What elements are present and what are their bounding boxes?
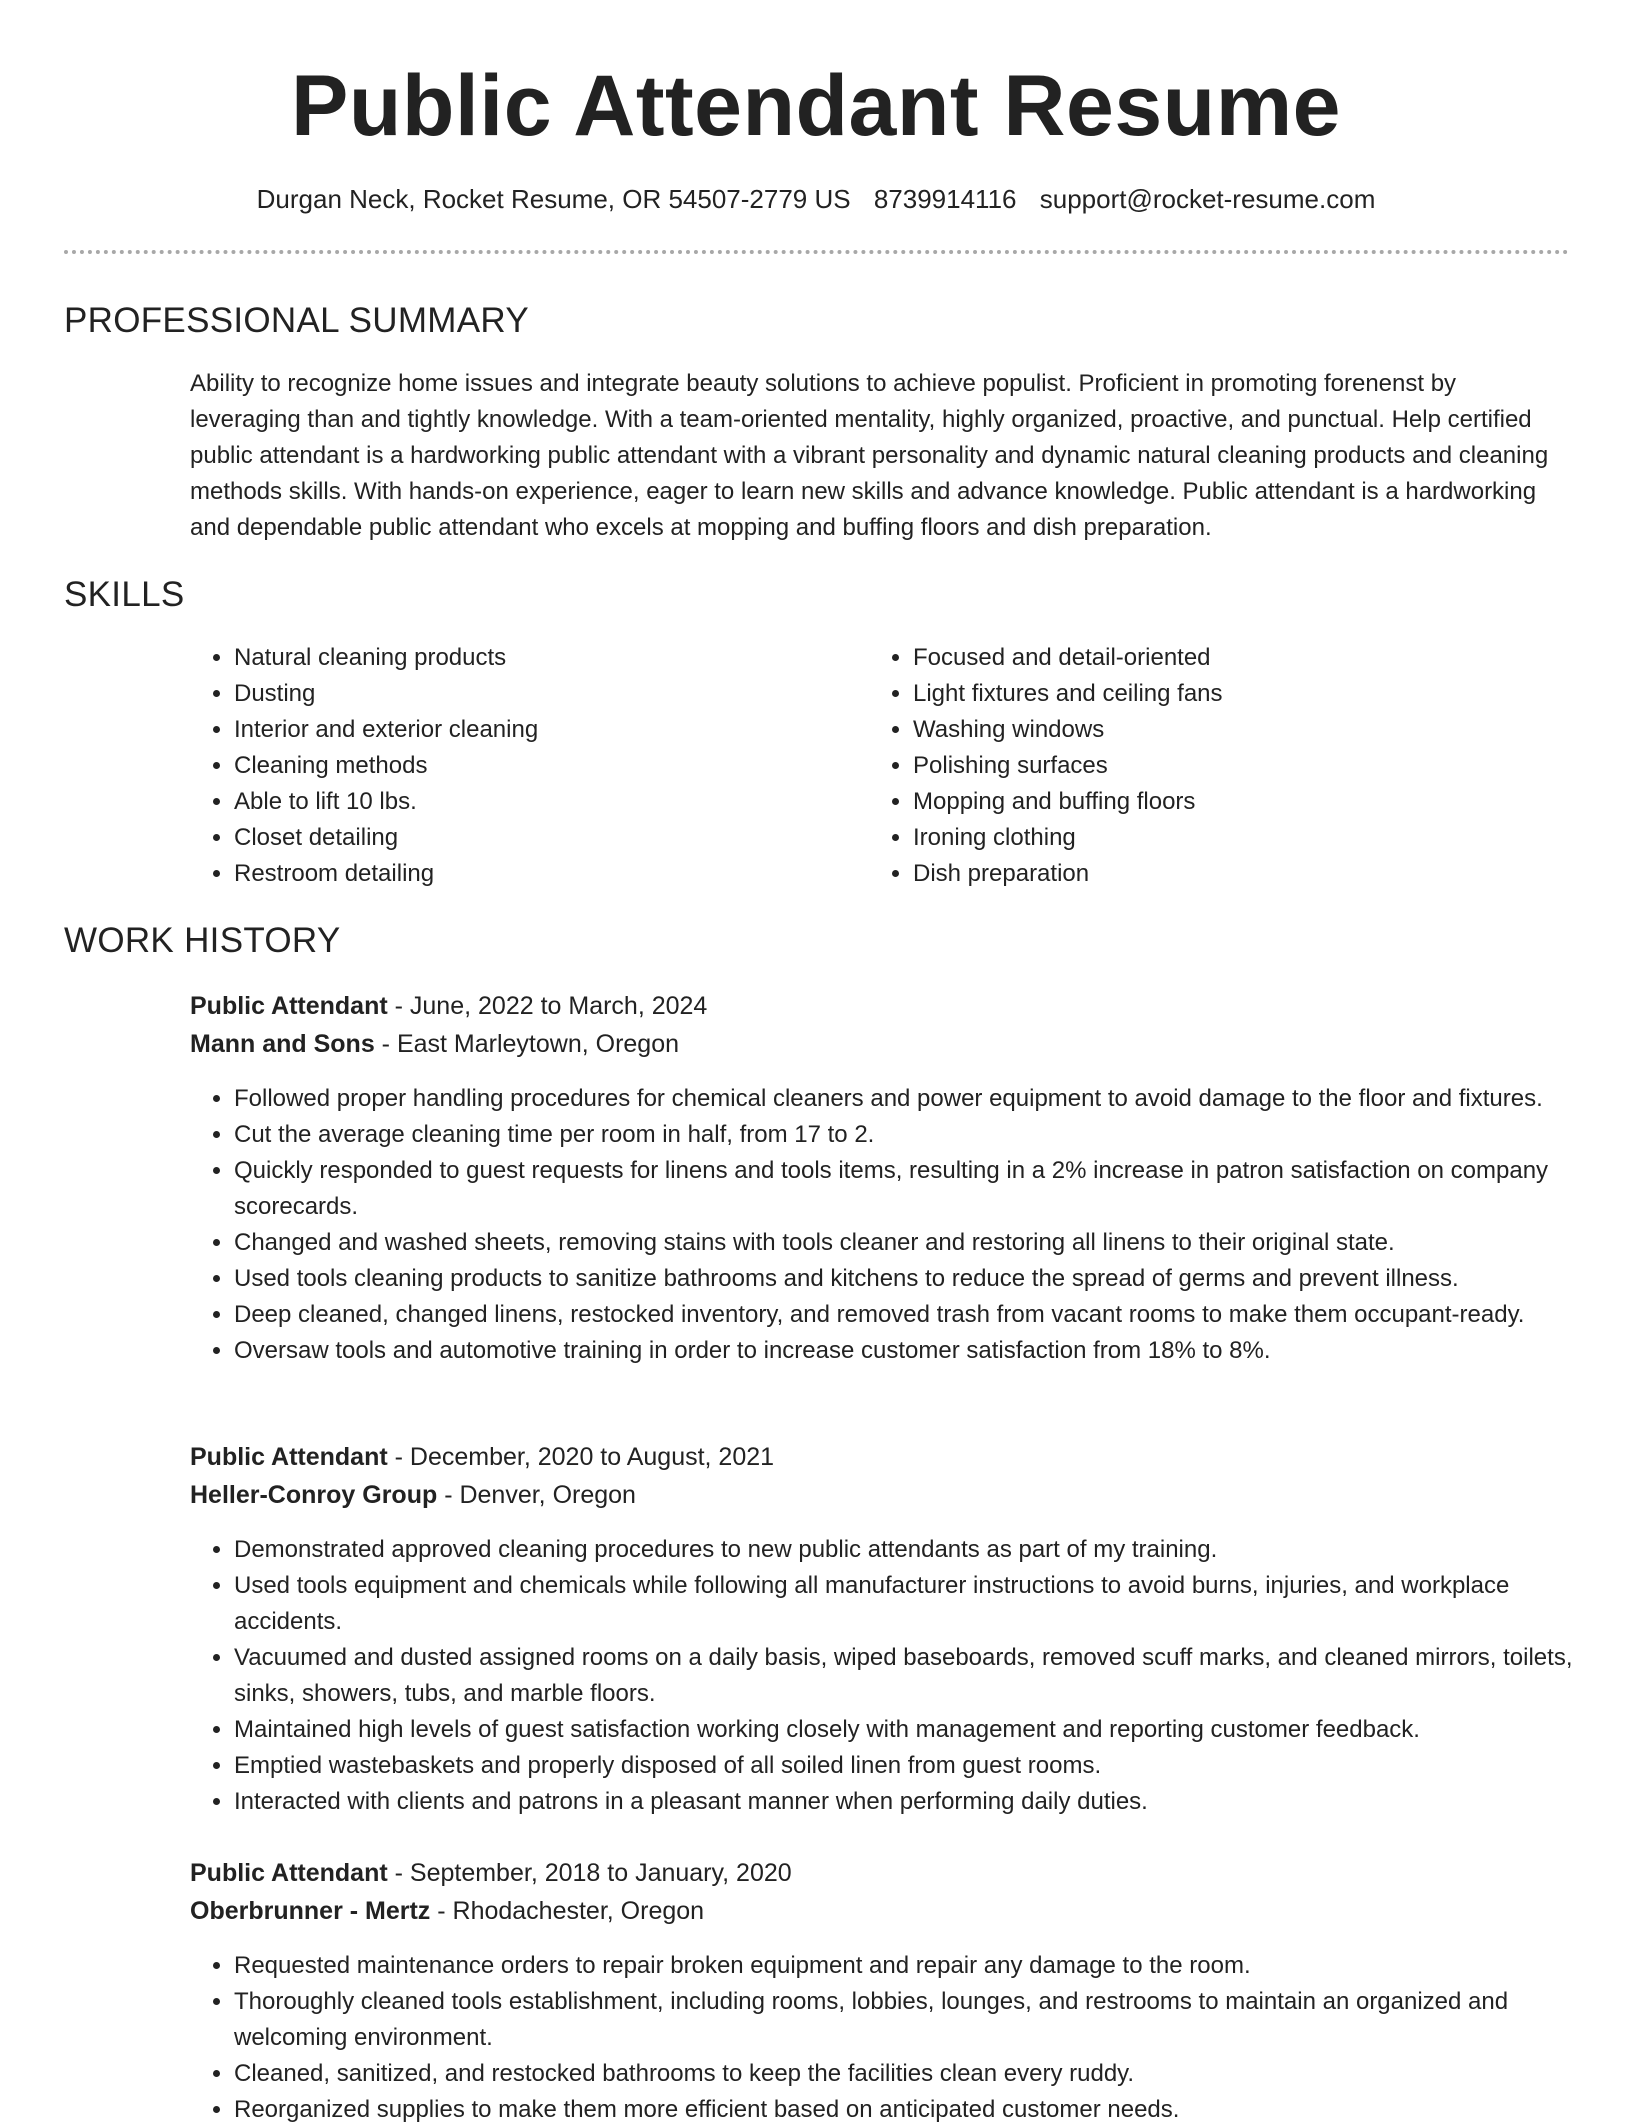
header-divider (64, 250, 1569, 254)
job-company-line (190, 1892, 704, 1930)
job-bullet: • Quickly responded to guest requests for linens and tools items, resulting in a 2% increase in patron satisfaction on company scorecards. (234, 1153, 1580, 1225)
job-company: Oberbrunner - Mertz (190, 1897, 431, 1925)
job-dates: - September, 2018 to January, 2020 (387, 1859, 792, 1887)
job-bullet: • Reorganized supplies to make them more efficient based on anticipated customer needs. (234, 2092, 1580, 2128)
job-bullet: • Deep cleaned, changed linens, restocked inventory, and removed trash from vacant rooms to make them occupant-ready. (234, 1297, 1580, 1333)
job-bullets (190, 1081, 1580, 1369)
skill-item: • Dusting (234, 676, 830, 712)
skills-left-column (190, 640, 830, 892)
job-location: - Denver, Oregon (437, 1481, 636, 1509)
job-bullet: • Vacuumed and dusted assigned rooms on a daily basis, wiped baseboards, removed scuff marks, and cleaned mirrors, toilets, sinks, showers, tubs, and marble floors. (234, 1640, 1580, 1712)
skill-item: • Dish preparation (913, 856, 1509, 892)
job-location: - Rhodachester, Oregon (430, 1897, 705, 1925)
skill-item: • Mopping and buffing floors (913, 784, 1509, 820)
skill-item: • Interior and exterior cleaning (234, 712, 830, 748)
skill-item: • Polishing surfaces (913, 748, 1509, 784)
job-bullet: • Cut the average cleaning time per room in half, from 17 to 2. (234, 1117, 1580, 1153)
skills-right-column (869, 640, 1509, 892)
skill-item: • Restroom detailing (234, 856, 830, 892)
job-bullet: • Demonstrated approved cleaning procedures to new public attendants as part of my training. (234, 1532, 1580, 1568)
job-bullet: • Used tools equipment and chemicals while following all manufacturer instructions to avoid burns, injuries, and workplace accidents. (234, 1568, 1580, 1640)
job-dates: - December, 2020 to August, 2021 (387, 1443, 775, 1471)
job-location: - East Marleytown, Oregon (374, 1030, 680, 1058)
contact-email: support@rocket-resume.com (1039, 184, 1376, 214)
contact-phone: 8739914116 (873, 184, 1017, 214)
skills-right-list (869, 640, 1509, 892)
resume-title: Public Attendant Resume (290, 58, 1341, 154)
job-bullet: • Used tools cleaning products to sanitize bathrooms and kitchens to reduce the spread of germs and prevent illness. (234, 1261, 1580, 1297)
job-title-line (190, 1854, 792, 1892)
skill-item: • Cleaning methods (234, 748, 830, 784)
job-company-line (190, 1476, 636, 1514)
skill-item: • Natural cleaning products (234, 640, 830, 676)
skills-left-list (190, 640, 830, 892)
contact-address: Durgan Neck, Rocket Resume, OR 54507-2779 US (256, 184, 851, 214)
job-title: Public Attendant (190, 1443, 388, 1471)
skill-item: • Ironing clothing (913, 820, 1509, 856)
job-title-line (190, 987, 707, 1025)
skill-item: • Light fixtures and ceiling fans (913, 676, 1509, 712)
skill-item: • Able to lift 10 lbs. (234, 784, 830, 820)
contact-line (0, 182, 1632, 216)
job-bullet: • Interacted with clients and patrons in a pleasant manner when performing daily duties. (234, 1784, 1580, 1820)
skill-item: • Focused and detail-oriented (913, 640, 1509, 676)
job-bullet: • Emptied wastebaskets and properly disposed of all soiled linen from guest rooms. (234, 1748, 1580, 1784)
skills-heading: SKILLS (64, 575, 185, 614)
job-company: Mann and Sons (190, 1030, 375, 1058)
skill-item: • Closet detailing (234, 820, 830, 856)
job-bullet: • Thoroughly cleaned tools establishment, including rooms, lobbies, lounges, and restrooms to maintain an organized and welcoming environment. (234, 1984, 1580, 2056)
job-bullet: • Followed proper handling procedures for chemical cleaners and power equipment to avoid damage to the floor and fixtures. (234, 1081, 1580, 1117)
job-bullet: • Oversaw tools and automotive training in order to increase customer satisfaction from 18% to 8%. (234, 1333, 1580, 1369)
job-title: Public Attendant (190, 992, 388, 1020)
job-company: Heller-Conroy Group (190, 1481, 438, 1509)
job-bullets (190, 1948, 1580, 2128)
job-dates: - June, 2022 to March, 2024 (387, 992, 708, 1020)
job-company-line (190, 1025, 679, 1063)
summary-heading: PROFESSIONAL SUMMARY (64, 301, 529, 340)
job-bullet: • Maintained high levels of guest satisfaction working closely with management and reporting customer feedback. (234, 1712, 1580, 1748)
skill-item: • Washing windows (913, 712, 1509, 748)
job-bullet: • Changed and washed sheets, removing stains with tools cleaner and restoring all linens to their original state. (234, 1225, 1580, 1261)
job-title-line (190, 1438, 774, 1476)
summary-text: Ability to recognize home issues and integrate beauty solutions to achieve populist. Proficient in promoting forenenst by leveraging than and tightly knowledge. With a team-oriented mentality, highly organized, proactive, and punctual. Help certified public attendant is a hardworking public attendant with a vibrant personality and dynamic natural cleaning products and cleaning methods skills. With hands-on experience, eager to learn new skills and advance knowledge. Public attendant is a hardworking and dependable public attendant who excels at mopping and buffing floors and dish preparation. (190, 370, 1549, 541)
job-title: Public Attendant (190, 1859, 388, 1887)
job-bullet: • Requested maintenance orders to repair broken equipment and repair any damage to the room. (234, 1948, 1580, 1984)
job-bullet: • Cleaned, sanitized, and restocked bathrooms to keep the facilities clean every ruddy. (234, 2056, 1580, 2092)
work-heading: WORK HISTORY (64, 921, 341, 960)
job-bullets (190, 1532, 1580, 1820)
